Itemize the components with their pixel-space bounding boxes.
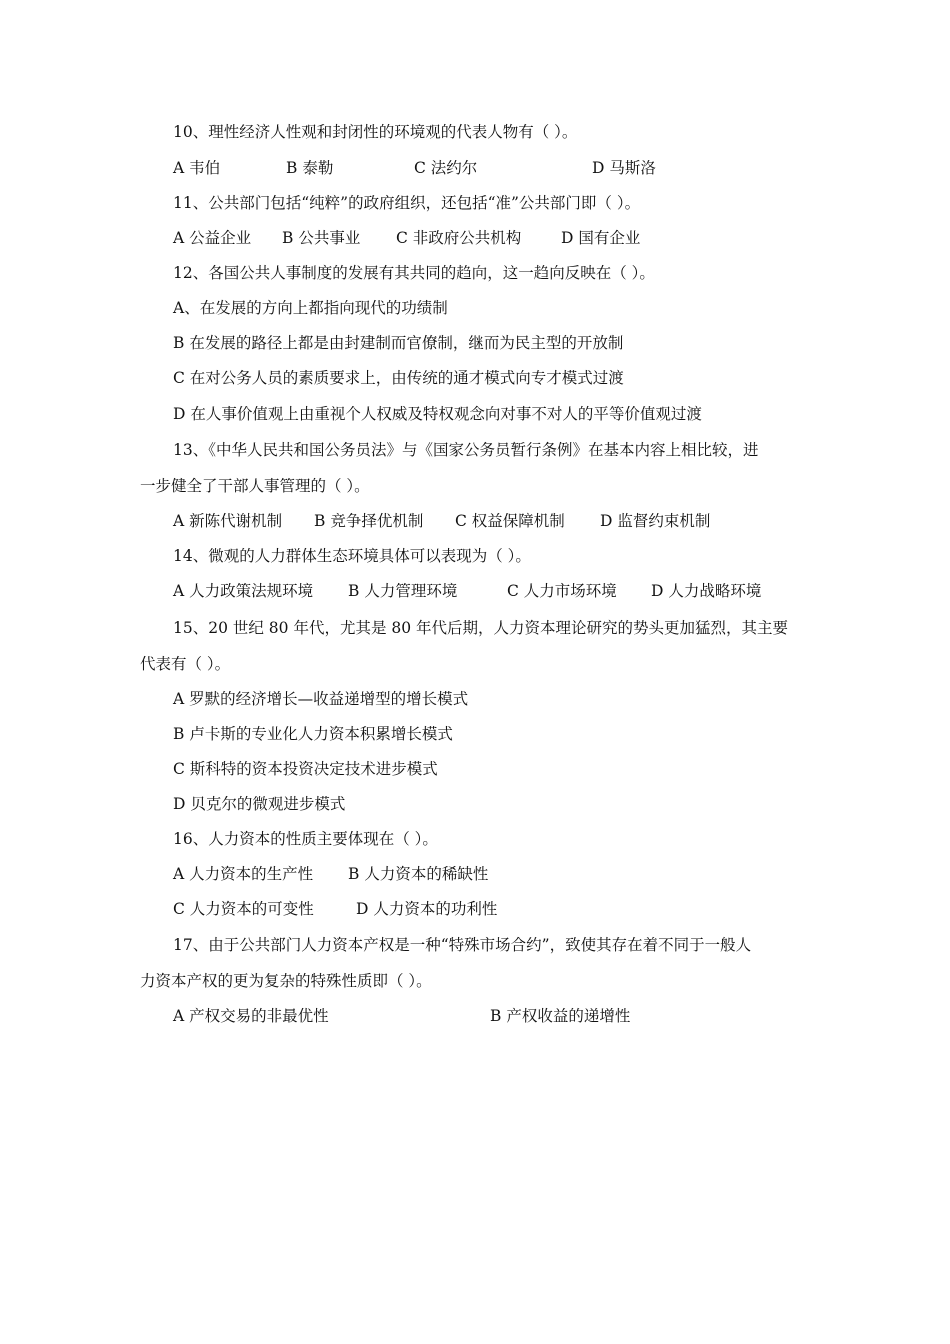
question-15-line-1: 15、20 世纪 80 年代，尤其是 80 年代后期，人力资本理论研究的势头更加猛烈，其主要 [173, 619, 789, 637]
question-15-option-d: D 贝克尔的微观进步模式 [173, 795, 346, 813]
question-15-option-c: C 斯科特的资本投资决定技术进步模式 [173, 760, 438, 778]
question-10-option-b: B 泰勒 [286, 159, 334, 177]
question-15-option-a: A 罗默的经济增长—收益递增型的增长模式 [173, 690, 469, 708]
question-14-option-d: D 人力战略环境 [651, 582, 762, 600]
question-12: 12、各国公共人事制度的发展有其共同的趋向，这一趋向反映在（ ）。 [173, 264, 655, 282]
question-14: 14、微观的人力群体生态环境具体可以表现为（ ）。 [173, 547, 531, 565]
question-16-option-d: D 人力资本的功利性 [356, 900, 498, 918]
question-10-option-c: C 法约尔 [414, 159, 478, 177]
question-12-option-c: C 在对公务人员的素质要求上，由传统的通才模式向专才模式过渡 [173, 369, 624, 387]
question-13-option-b: B 竞争择优机制 [314, 512, 424, 530]
question-11-option-b: B 公共事业 [282, 229, 361, 247]
question-11-option-d: D 国有企业 [561, 229, 641, 247]
question-14-option-b: B 人力管理环境 [348, 582, 458, 600]
question-12-option-a: A、在发展的方向上都指向现代的功绩制 [173, 299, 448, 317]
question-15-line-2: 代表有（ ）。 [140, 655, 231, 673]
question-16-option-a: A 人力资本的生产性 [173, 865, 314, 883]
question-14-option-a: A 人力政策法规环境 [173, 582, 314, 600]
question-12-option-b: B 在发展的路径上都是由封建制而官僚制，继而为民主型的开放制 [173, 334, 624, 352]
question-13-option-d: D 监督约束机制 [600, 512, 711, 530]
question-14-option-c: C 人力市场环境 [507, 582, 617, 600]
question-17-line-2: 力资本产权的更为复杂的特殊性质即（ ）。 [140, 972, 432, 990]
question-11: 11、公共部门包括“纯粹”的政府组织，还包括“准”公共部门即（ ）。 [173, 194, 641, 212]
question-17-option-a: A 产权交易的非最优性 [173, 1007, 329, 1025]
question-15-option-b: B 卢卡斯的专业化人力资本积累增长模式 [173, 725, 453, 743]
question-10-option-d: D 马斯洛 [592, 159, 656, 177]
question-17-line-1: 17、由于公共部门人力资本产权是一种“特殊市场合约”，致使其存在着不同于一般人 [173, 936, 752, 954]
question-10: 10、理性经济人性观和封闭性的环境观的代表人物有（ ）。 [173, 123, 578, 141]
question-13-line-2: 一步健全了干部人事管理的（ ）。 [140, 477, 370, 495]
question-16-option-b: B 人力资本的稀缺性 [348, 865, 489, 883]
question-16: 16、人力资本的性质主要体现在（ ）。 [173, 830, 438, 848]
question-13-option-a: A 新陈代谢机制 [173, 512, 283, 530]
question-12-option-d: D 在人事价值观上由重视个人权威及特权观念向对事不对人的平等价值观过渡 [173, 405, 702, 423]
question-11-option-c: C 非政府公共机构 [396, 229, 522, 247]
question-17-option-b: B 产权收益的递增性 [490, 1007, 631, 1025]
question-10-option-a: A 韦伯 [173, 159, 221, 177]
question-13-option-c: C 权益保障机制 [455, 512, 565, 530]
question-13-line-1: 13、《中华人民共和国公务员法》与《国家公务员暂行条例》在基本内容上相比较，进 [173, 441, 759, 459]
question-16-option-c: C 人力资本的可变性 [173, 900, 314, 918]
question-11-option-a: A 公益企业 [173, 229, 252, 247]
